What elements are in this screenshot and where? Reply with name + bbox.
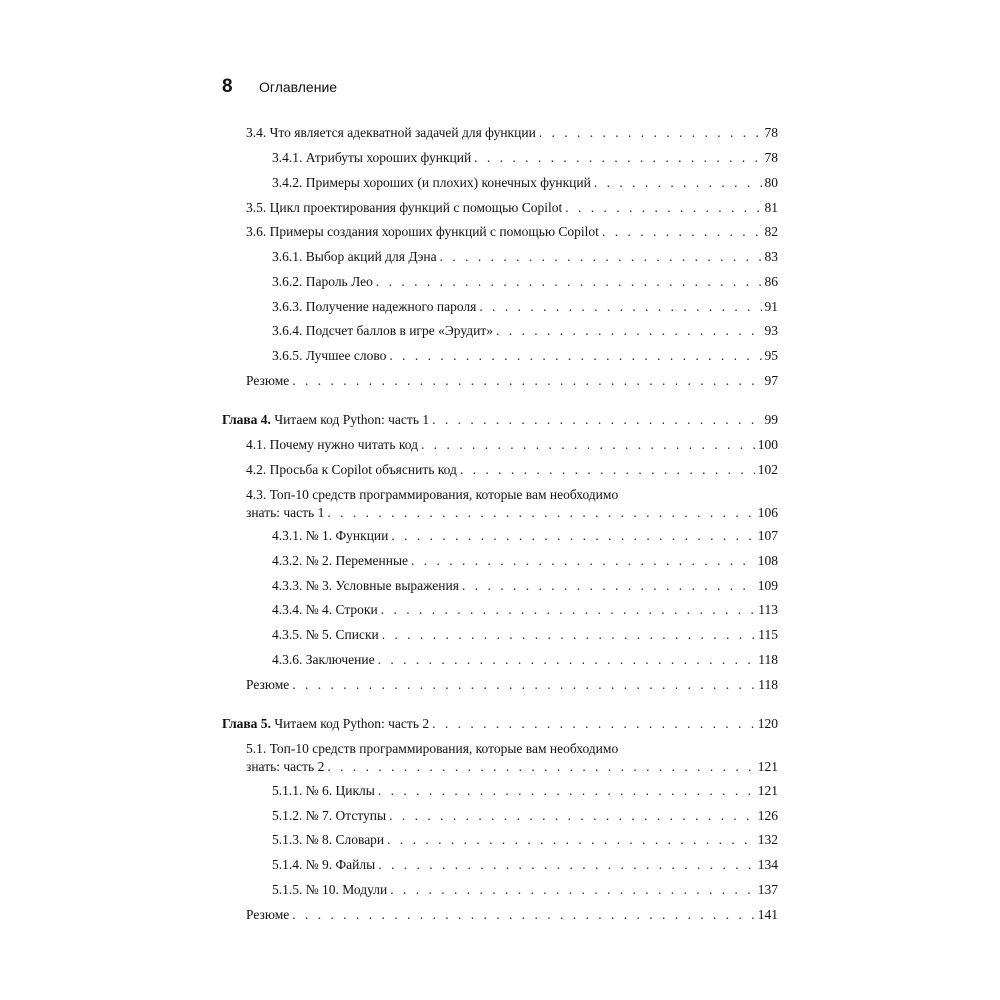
dot-leader: [390, 881, 754, 899]
toc-entry-page: 141: [757, 907, 778, 922]
toc-entry: [246, 676, 778, 694]
dot-leader: [432, 715, 755, 733]
toc-entry-continuation: [246, 504, 778, 522]
dot-leader: [327, 504, 754, 522]
toc-entry-title: 5.1. Топ-10 средств программирования, которые вам необходимо: [246, 741, 619, 756]
toc-entry-title: [222, 411, 429, 429]
toc-entry-title: Резюме: [246, 907, 290, 922]
toc-entry: [272, 831, 778, 849]
toc-entry: [272, 601, 778, 619]
toc-entry: [272, 782, 778, 800]
chapter-title: Читаем код Python: часть 2: [270, 716, 430, 731]
toc-entry-title: 4.3. Топ-10 средств программирования, которые вам необходимо: [246, 487, 619, 502]
toc-entry-page: 121: [757, 759, 778, 774]
toc-entry-page: 126: [757, 808, 778, 823]
toc-entry-page: 102: [757, 462, 778, 477]
toc-entry-page: 91: [764, 299, 778, 314]
toc-entry-title: 5.1.5. № 10. Модули: [272, 882, 388, 897]
toc-entry-title: 5.1.2. № 7. Отступы: [272, 808, 387, 823]
toc-chapter-entry: [222, 715, 778, 733]
toc-entry-title: Резюме: [246, 677, 290, 692]
toc-entry-title: 3.6. Примеры создания хороших функций с помощью Copilot: [246, 224, 599, 239]
toc-entry-title: 5.1.3. № 8. Словари: [272, 832, 385, 847]
toc-entry-page: 118: [758, 677, 778, 692]
dot-leader: [460, 461, 755, 479]
dot-leader: [602, 223, 762, 241]
page-number: 8: [222, 76, 233, 97]
toc-entry-page: 107: [757, 528, 778, 543]
dot-leader: [389, 807, 755, 825]
toc-entry-page: 78: [764, 125, 778, 140]
toc-entry-page: 97: [764, 373, 778, 388]
toc-entry-title: 4.1. Почему нужно читать код: [246, 437, 418, 452]
toc-entry-title: 3.4. Что является адекватной задачей для функции: [246, 125, 536, 140]
toc-entry: [246, 223, 778, 241]
toc-entry-title: 5.1.1. № 6. Циклы: [272, 783, 375, 798]
toc-entry-page: 80: [764, 175, 778, 190]
toc-entry-page: 120: [757, 716, 778, 731]
toc-entry-title: 4.3.4. № 4. Строки: [272, 602, 378, 617]
toc-entry-page: 81: [764, 200, 778, 215]
dot-leader: [411, 552, 755, 570]
toc-entry-title: 4.3.5. № 5. Списки: [272, 627, 379, 642]
dot-leader: [378, 782, 755, 800]
toc-entry-title: 3.6.2. Пароль Лео: [272, 274, 373, 289]
toc-entry-title: 4.3.6. Заключение: [272, 652, 375, 667]
toc-entry: [272, 174, 778, 192]
dot-leader: [496, 322, 762, 340]
dot-leader: [474, 149, 761, 167]
toc-entry: [272, 248, 778, 266]
toc-entry-title: 3.6.5. Лучшее слово: [272, 348, 387, 363]
toc-entry: [272, 527, 778, 545]
toc-entry-title: [222, 715, 429, 733]
toc-entry-title: 3.4.1. Атрибуты хороших функций: [272, 150, 472, 165]
dot-leader: [376, 273, 762, 291]
dot-leader: [432, 411, 761, 429]
toc-entry: [246, 906, 778, 924]
toc-entry-page: 137: [757, 882, 778, 897]
toc-entry: [272, 651, 778, 669]
toc-entry-title: 3.5. Цикл проектирования функций с помощью Copilot: [246, 200, 563, 215]
toc-entry-title: 4.2. Просьба к Copilot объяснить код: [246, 462, 457, 477]
toc-entry: [246, 199, 778, 217]
toc-entry-page: 99: [764, 412, 778, 427]
toc-entry-page: 118: [758, 652, 778, 667]
dot-leader: [292, 372, 761, 390]
dot-leader: [565, 199, 761, 217]
toc-entry-page: 93: [764, 323, 778, 338]
chapter-label: Глава 4.: [222, 412, 271, 427]
toc-entry: [272, 881, 778, 899]
dot-leader: [462, 577, 755, 595]
toc-entry: [272, 577, 778, 595]
dot-leader: [378, 651, 756, 669]
toc-entry-page: 121: [757, 783, 778, 798]
dot-leader: [421, 436, 755, 454]
dot-leader: [292, 676, 755, 694]
toc-entry: [246, 740, 778, 776]
toc-entry: [272, 347, 778, 365]
dot-leader: [327, 758, 754, 776]
toc-entry-title: Резюме: [246, 373, 290, 388]
toc-entry-page: 134: [757, 857, 778, 872]
toc-entry: [246, 372, 778, 390]
toc-entry: [272, 552, 778, 570]
dot-leader: [382, 626, 756, 644]
toc-entry-page: 95: [764, 348, 778, 363]
dot-leader: [479, 298, 761, 316]
toc-entry-page: 109: [757, 578, 778, 593]
toc-entry-page: 78: [764, 150, 778, 165]
toc-entry-page: 115: [758, 627, 778, 642]
toc-entry-page: 83: [764, 249, 778, 264]
toc-entry-title: 3.6.3. Получение надежного пароля: [272, 299, 477, 314]
toc-entry: [246, 461, 778, 479]
dot-leader: [387, 831, 755, 849]
toc-entry: [272, 298, 778, 316]
toc-entry: [272, 626, 778, 644]
toc-entry-title: 5.1.4. № 9. Файлы: [272, 857, 376, 872]
dot-leader: [378, 856, 755, 874]
dot-leader: [381, 601, 756, 619]
dot-leader: [539, 124, 762, 142]
toc-entry-title: 3.6.4. Подсчет баллов в игре «Эрудит»: [272, 323, 493, 338]
toc-entry-title: 4.3.2. № 2. Переменные: [272, 553, 409, 568]
toc-entry: [246, 124, 778, 142]
toc-entry-title-continued: знать: часть 2: [246, 759, 325, 774]
toc-entry-title: 4.3.3. № 3. Условные выражения: [272, 578, 459, 593]
chapter-label: Глава 5.: [222, 716, 271, 731]
toc-entry-title-continued: знать: часть 1: [246, 505, 325, 520]
toc-entry-page: 106: [757, 505, 778, 520]
toc-entry: [246, 486, 778, 522]
dot-leader: [440, 248, 762, 266]
toc-entry: [272, 856, 778, 874]
section-title: Оглавление: [259, 79, 338, 95]
toc-entry-page: 82: [764, 224, 778, 239]
toc-entry: [246, 436, 778, 454]
chapter-title: Читаем код Python: часть 1: [270, 412, 430, 427]
toc-entry-page: 100: [757, 437, 778, 452]
toc-entry: [272, 807, 778, 825]
toc-entry-title: 4.3.1. № 1. Функции: [272, 528, 389, 543]
toc-chapter-entry: [222, 411, 778, 429]
toc-entry-continuation: [246, 758, 778, 776]
dot-leader: [391, 527, 754, 545]
toc-entry: [272, 273, 778, 291]
toc-entry: [272, 149, 778, 167]
toc-entry-page: 108: [757, 553, 778, 568]
toc-entry: [272, 322, 778, 340]
toc-entry-title: 3.6.1. Выбор акций для Дэна: [272, 249, 437, 264]
toc-entry-page: 86: [764, 274, 778, 289]
dot-leader: [594, 174, 762, 192]
dot-leader: [292, 906, 754, 924]
toc-entry-page: 132: [757, 832, 778, 847]
dot-leader: [389, 347, 761, 365]
toc-entry-page: 113: [758, 602, 778, 617]
toc-entry-title: 3.4.2. Примеры хороших (и плохих) конечных функций: [272, 175, 591, 190]
